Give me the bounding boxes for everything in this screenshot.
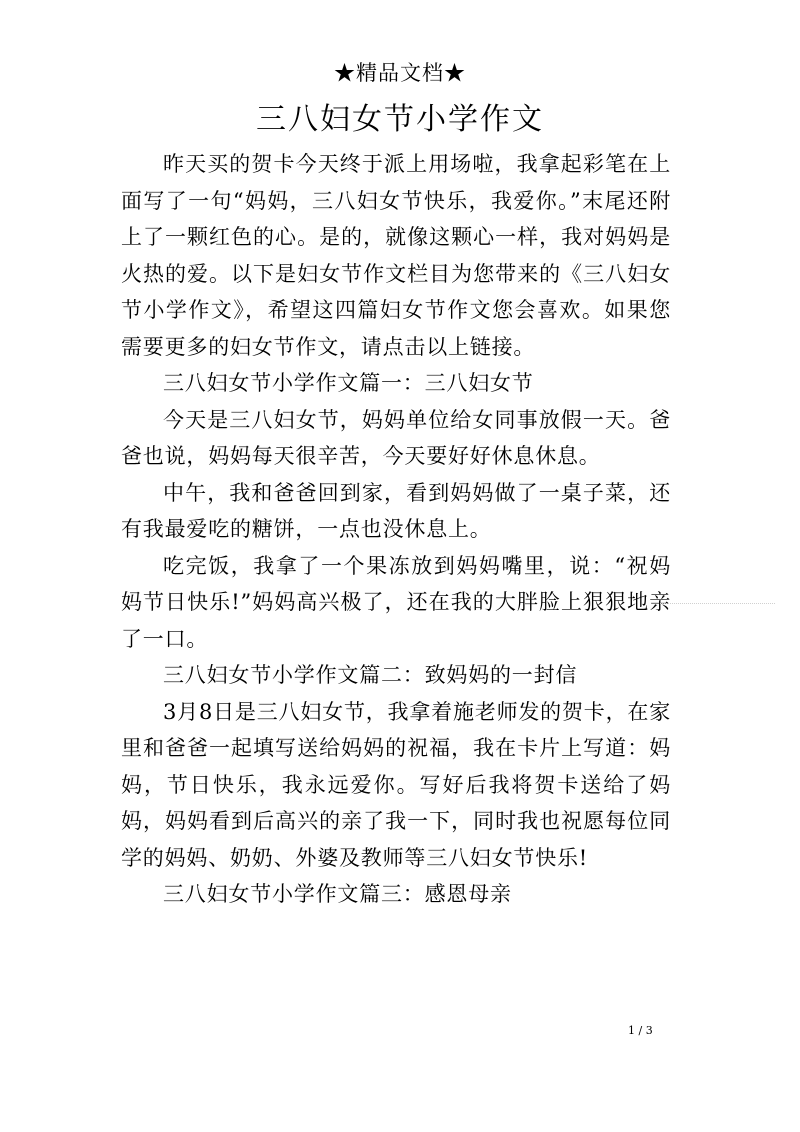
section-heading-3: 三八妇女节小学作文篇三：感恩母亲 — [163, 882, 512, 906]
section-heading-2: 三八妇女节小学作文篇二：致妈妈的一封信 — [163, 663, 578, 687]
page-number: 1 / 3 — [628, 1024, 653, 1037]
header-banner: ★精品文档★ — [334, 61, 466, 85]
dotted-divider — [660, 603, 775, 604]
paragraph: 今天是三八妇女节，妈妈单位给女同事放假一天。爸爸也说，妈妈每天很辛苦，今天要好好休息休息。 — [121, 407, 671, 468]
paragraph: 吃完饭，我拿了一个果冻放到妈妈嘴里，说：“祝妈妈节日快乐!”妈妈高兴极了，还在我的大胖脸上狠狠地亲了一口。 — [121, 553, 671, 651]
document-body — [121, 146, 671, 913]
paragraph: 3月8日是三八妇女节，我拿着施老师发的贺卡，在家里和爸爸一起填写送给妈妈的祝福，我在卡片上写道：妈妈，节日快乐，我永远爱你。写好后我将贺卡送给了妈妈，妈妈看到后高兴的亲了我一下，同时我也祝愿每位同学的妈妈、奶奶、外婆及教师等三八妇女节快乐! — [121, 699, 671, 870]
section-heading-1: 三八妇女节小学作文篇一：三八妇女节 — [163, 371, 534, 395]
paragraph: 中午，我和爸爸回到家，看到妈妈做了一桌子菜，还有我最爱吃的糖饼，一点也没休息上。 — [121, 480, 671, 541]
paragraph-intro: 昨天买的贺卡今天终于派上用场啦，我拿起彩笔在上面写了一句“妈妈，三八妇女节快乐，我爱你。”末尾还附上了一颗红色的心。是的，就像这颗心一样，我对妈妈是火热的爱。以下是妇女节作文栏目为您带来的《三八妇女节小学作文》，希望这四篇妇女节作文您会喜欢。如果您需要更多的妇女节作文，请点击以上链接。 — [121, 152, 671, 359]
document-title: 三八妇女节小学作文 — [256, 102, 544, 137]
